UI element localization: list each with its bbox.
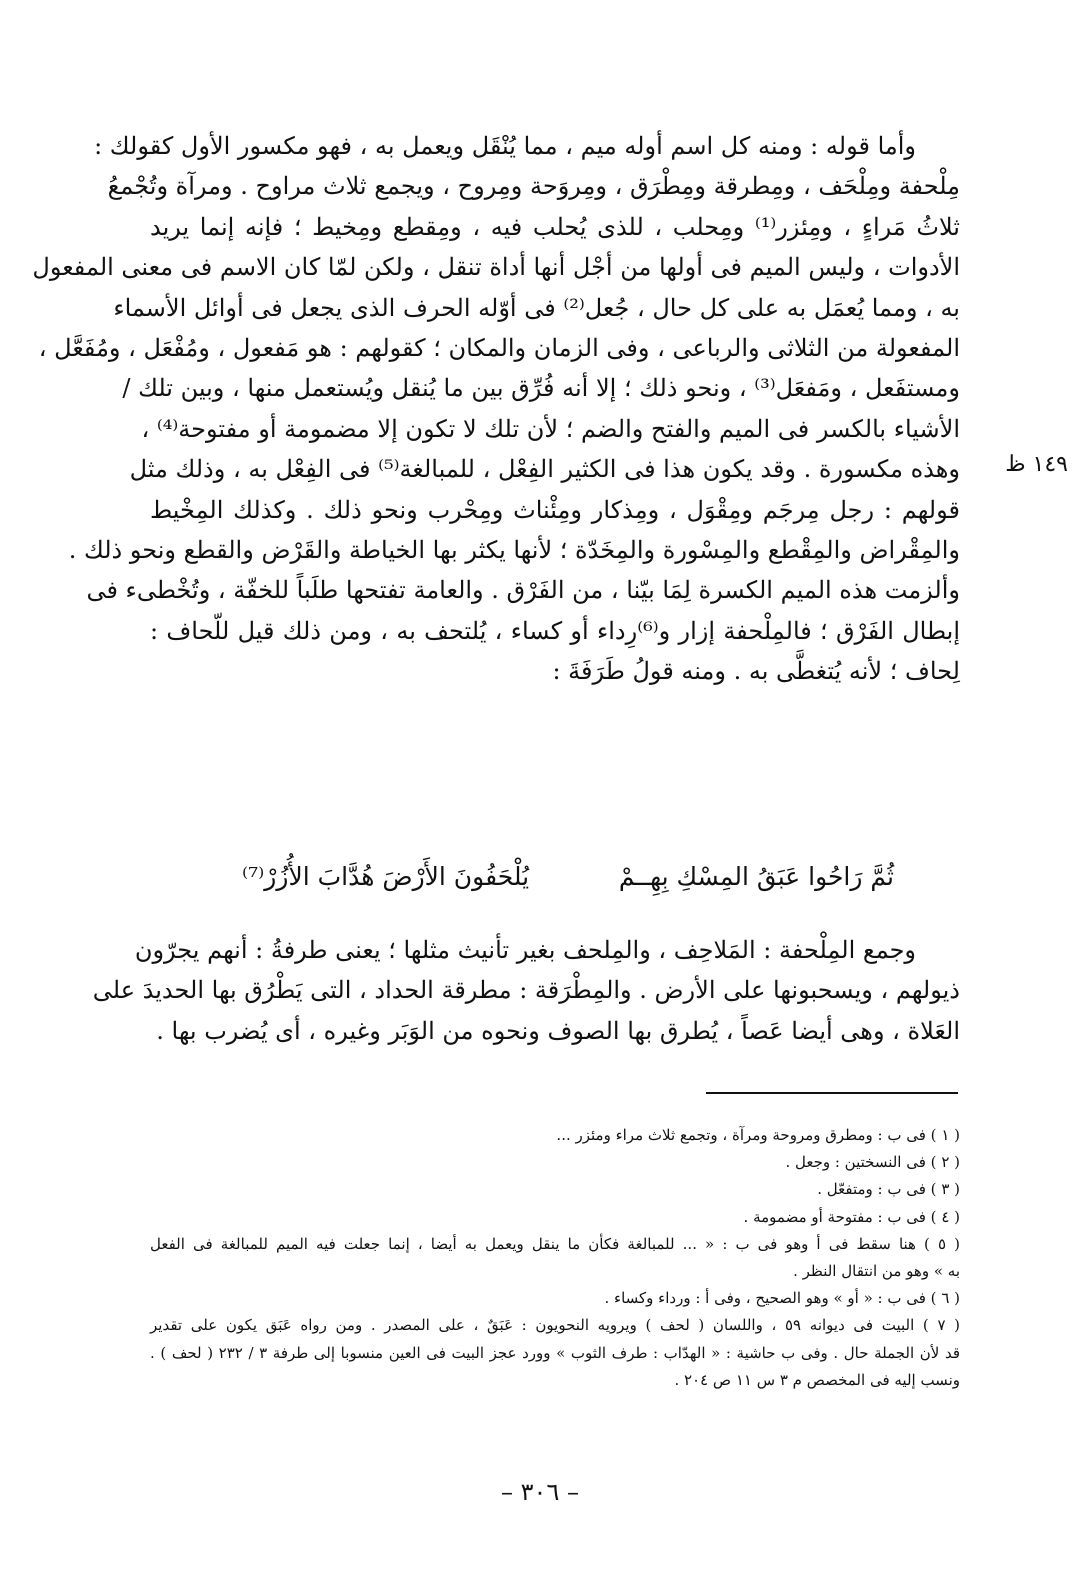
text-line: المفعولة من الثلاثى والرباعى ، وفى الزمان والمكان ؛ كقولهم : هو مَفعول ، ومُفْعَل ، ومُفَعَّل ، (38, 333, 960, 362)
footnote: ( ١ ) فى ب : ومطرق ومروحة ومرآة ، وتجمع ثلاث مراء ومئزر ... (556, 1126, 960, 1144)
footnote-continuation: قد لأن الجملة حال . وفى ب حاشية : « الهدّاب : طرف الثوب » وورد عجز البيت فى العين منسوبا إلى طرفة ٣ / ٢٣٢ ( لحف ) . (150, 1343, 960, 1362)
footnotes-block (150, 1122, 960, 1394)
text-line: وأما قوله : ومنه كل اسم أوله ميم ، مما يُنْقَل ويعمل به ، فهو مكسور الأول كقولك : (94, 132, 916, 160)
footnote: ( ٢ ) فى النسختين : وجعل . (785, 1153, 960, 1172)
text-line: إبطال الفَرْق ؛ فالمِلْحفة إزار و⁽⁶⁾رِداء أو كساء ، يُلتحف به ، ومن ذلك قيل للّحاف : (150, 616, 960, 645)
text-line: ذيولهم ، ويسحبونها على الأرض . والمِطْرَقة : مطرقة الحداد ، التى يَطْرُق بها الحديدَ على (92, 976, 960, 1005)
text-line: قولهم : رجل مِرجَم ومِقْوَل ، ومِذكار ومِئْناث ومِحْرب ونحو ذلك . وكذلك المِخْيط (150, 495, 960, 524)
footnote: ( ٣ ) فى ب : ومتفعّل . (817, 1180, 960, 1199)
text-line: الأدوات ، وليس الميم فى أولها من أجْل أنها أداة تنقل ، ولكن لمّا كان الاسم فى معنى المفعول (32, 253, 960, 282)
manuscript-folio-marker: ١٤٩ ظ (1005, 452, 1068, 477)
footnote: ( ٤ ) فى ب : مفتوحة أو مضمومة . (743, 1207, 960, 1226)
footnote: ( ٦ ) فى ب : « أو » وهو الصحيح ، وفى أ : ورداء وكساء . (604, 1289, 960, 1308)
text-line: ثلاثُ مَراءٍ ، ومِئزر⁽¹⁾ ومِحلب ، للذى يُحلب فيه ، ومِقطع ومِخيط ؛ فإنه إنما يريد (150, 212, 960, 241)
footnote: ( ٧ ) البيت فى ديوانه ٥٩ ، واللسان ( لحف ) ويرويه النحويون : عَبَقٌ ، على المصدر . ومن رواه عَبَق يكون على تقدير (150, 1316, 961, 1335)
text-line: لِحاف ؛ لأنه يُتغطَّى به . ومنه قولُ طَرَفَةَ : (552, 657, 960, 686)
text-line: الأشياء بالكسر فى الميم والفتح والضم ؛ لأن تلك لا تكون إلا مضمومة أو مفتوحة⁽⁴⁾ ، (141, 414, 960, 443)
text-line: والمِقْراض والمِقْطع والمِسْورة والمِخَدّة ؛ لأنها يكثر بها الخياطة والقَرْض والقطع ونحو ذلك . (68, 535, 960, 564)
page-number: – ٣٠٦ – (501, 1478, 579, 1506)
text-line: العَلاة ، وهى أيضا عَصاً ، يُطرق بها الصوف ونحوه من الوَبَر وغيره ، أى يُضرب بها . (156, 1016, 960, 1045)
footnote-continuation: به » وهو من انتقال النظر . (793, 1261, 960, 1280)
text-line: وجمع المِلْحفة : المَلاحِف ، والمِلحف بغير تأنيث مثلها ؛ يعنى طرفةُ : أنهم يجرّون (134, 936, 916, 964)
poem-verse (150, 862, 960, 902)
text-line: ومستفَعل ، ومَفعَل⁽³⁾ ، ونحو ذلك ؛ إلا أنه فُرِّق بين ما يُنقل ويُستعمل منها ، وبين تلك / (122, 374, 960, 403)
footnote: ( ٥ ) هنا سقط فى أ وهو فى ب : « ... للمبالغة فكأن ما ينقل ويعمل به أيضا ، إنما جعلت فيه الميم للمبالغة فى الفعل (150, 1234, 960, 1253)
text-line: به ، ومما يُعمَل به على كل حال ، جُعل⁽²⁾ فى أوّله الحرف الذى يجعل فى أوائل الأسماء (113, 293, 960, 322)
poem-second-hemistich: يُلْحَفُونَ الأَرْضَ هُدَّابَ الأُزُرْ⁽⁷⁾ (242, 862, 530, 891)
text-line: مِلْحفة ومِلْحَف ، ومِطرقة ومِطْرَق ، ومِروَحة ومِروح ، ويجمع ثلاث مراوح . ومرآة وتُجْمعُ (107, 172, 960, 201)
text-line: وألزمت هذه الميم الكسرة لِمَا بيّنا ، من الفَرْق . والعامة تفتحها طلَباً للخفّة ، وتُخْطىء فى (86, 576, 960, 605)
text-line: وهذه مكسورة . وقد يكون هذا فى الكثير الفِعْل ، للمبالغة⁽⁵⁾ فى الفِعْل به ، وذلك مثل (129, 455, 960, 484)
main-text-block-continued (92, 930, 960, 1051)
poem-first-hemistich: ثُمَّ رَاحُوا عَبَقُ المِسْكِ بِهِــمْ (618, 862, 894, 891)
main-text-block (32, 126, 960, 691)
footnote-continuation: ونسب إليه فى المخصص م ٣ س ١١ ص ٢٠٤ . (674, 1370, 960, 1389)
footnote-separator (706, 1092, 958, 1094)
